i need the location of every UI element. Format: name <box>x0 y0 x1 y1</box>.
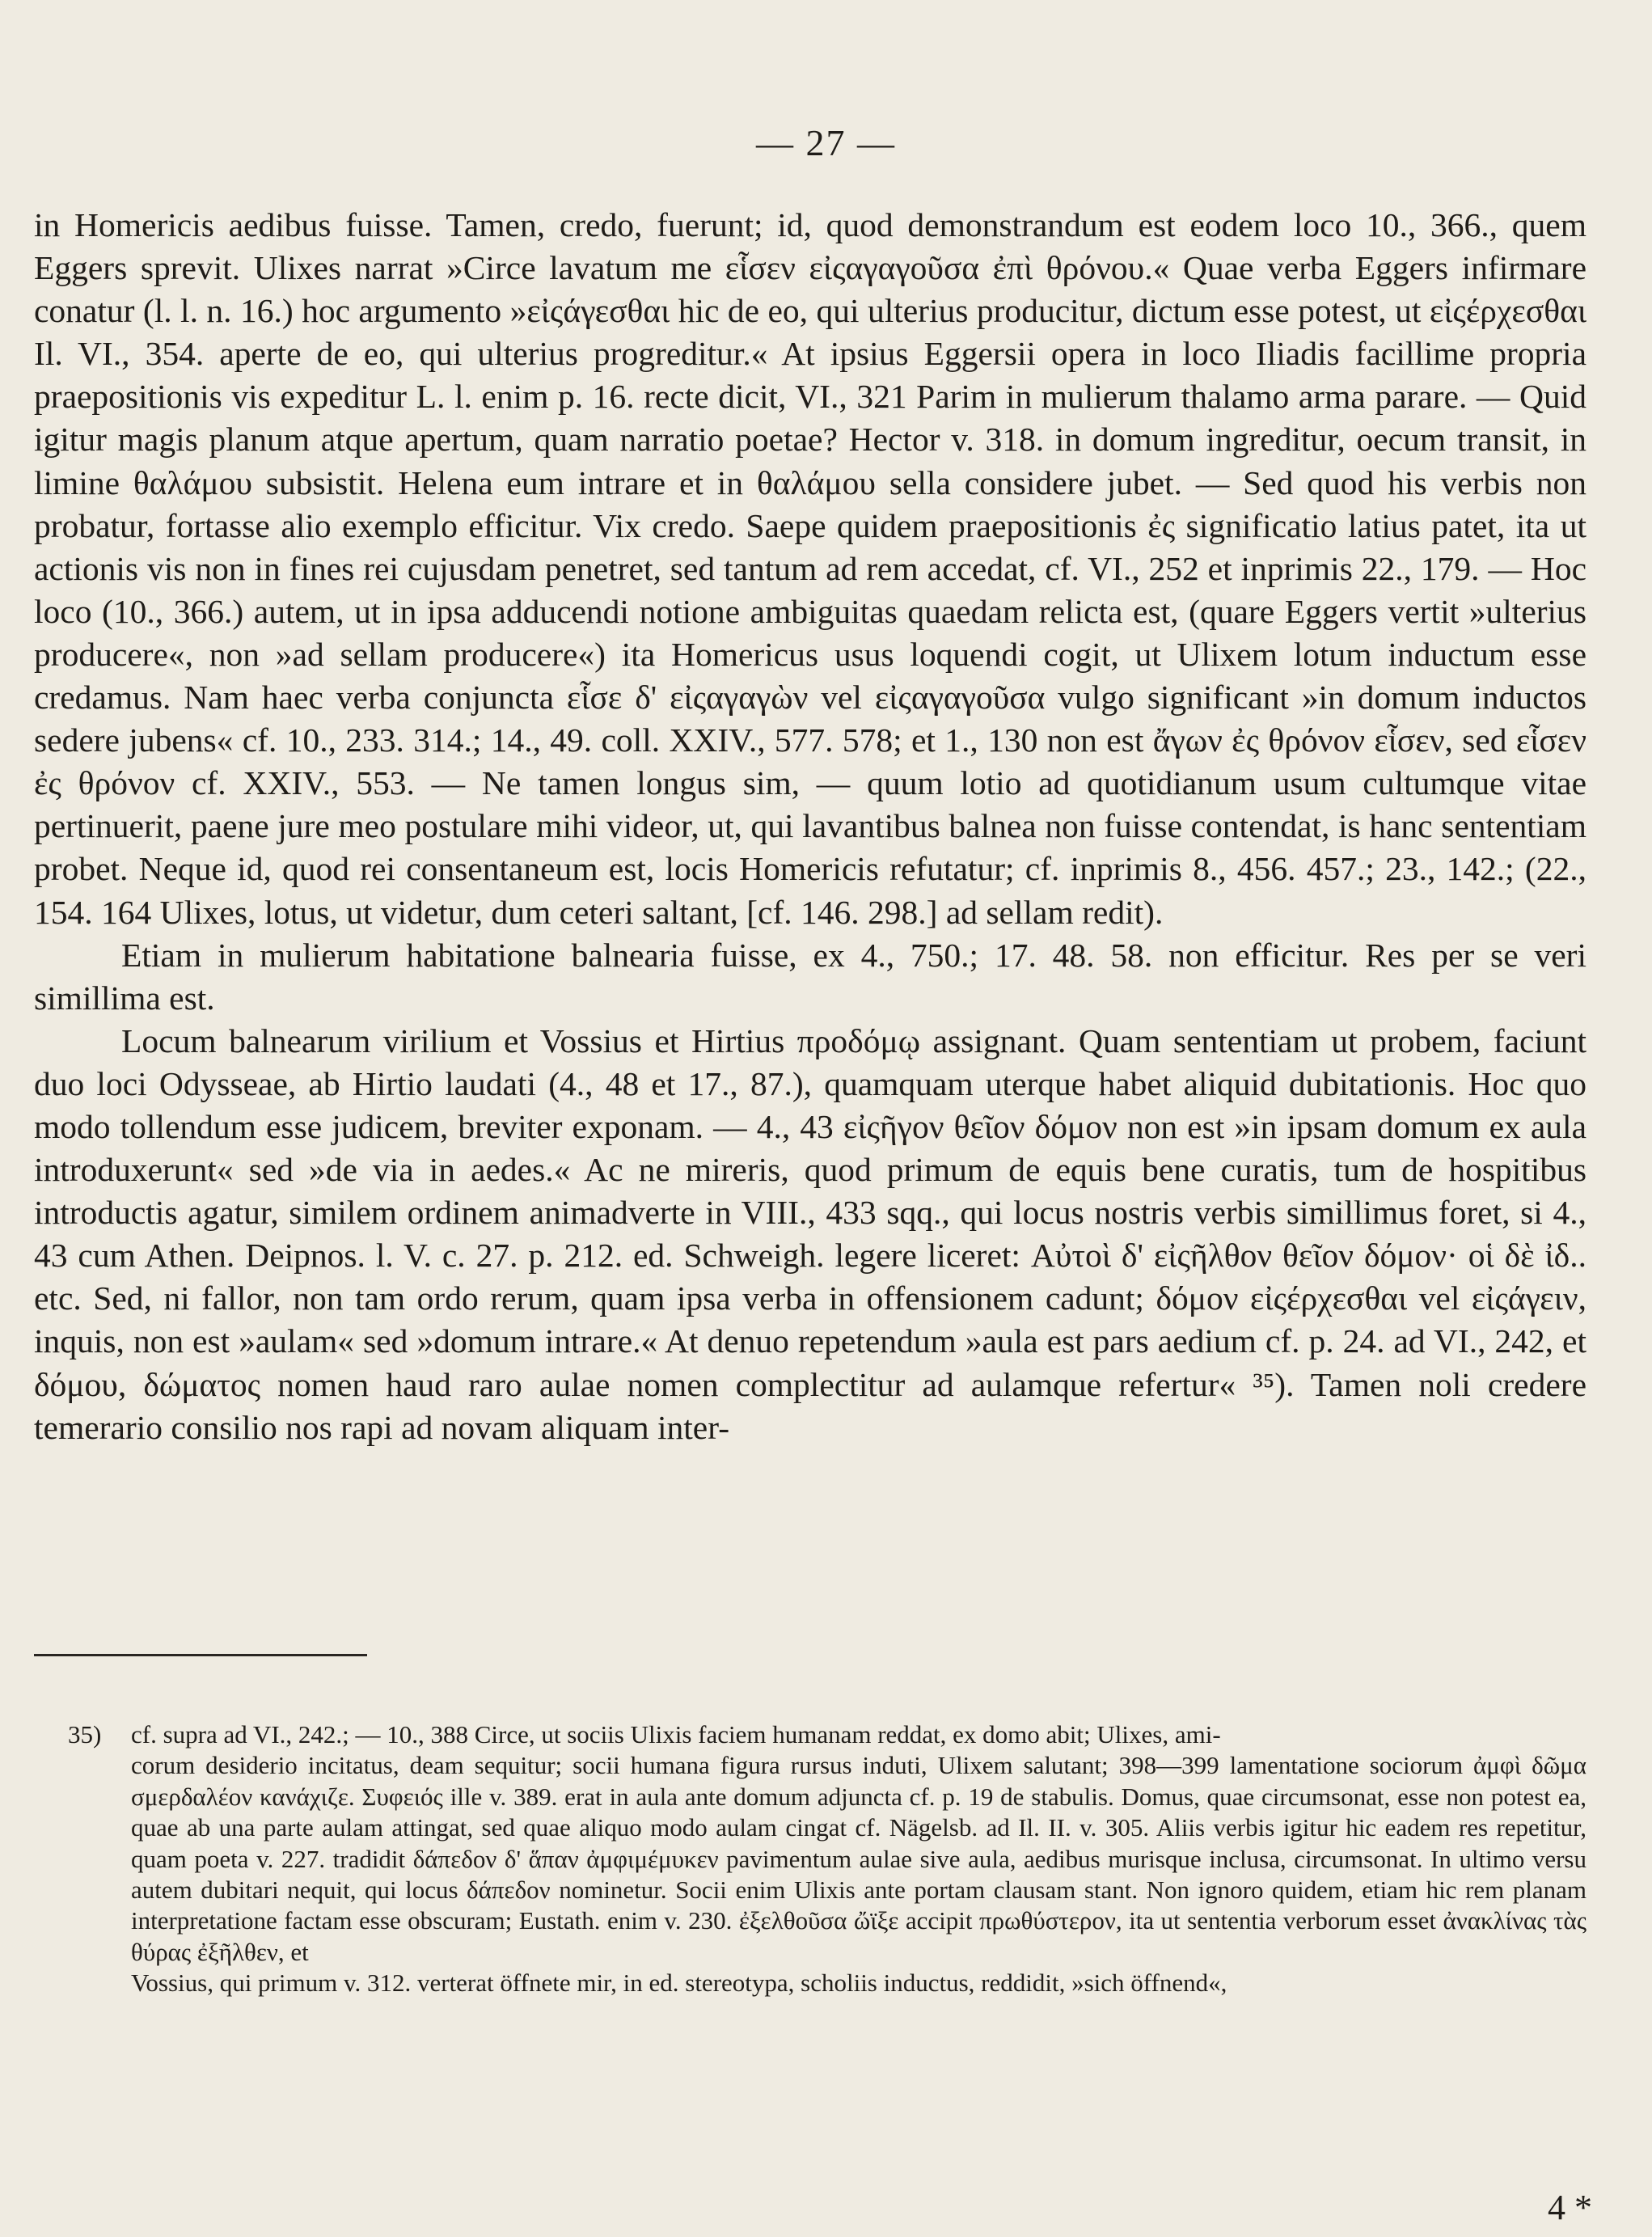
main-text <box>34 204 1587 1449</box>
paragraph-2: Etiam in mulierum habitatione balnearia fuisse, ex 4., 750.; 17. 48. 58. non efficitur. Res per se veri simillima est. <box>34 936 1587 1017</box>
footnote-body: corum desiderio incitatus, deam sequitur; socii humana figura rursus induti, Ulixem salutant; 398—399 lamentatione sociorum ἀμφὶ δῶμα σμερδαλέον κανάχιζε. Συφειός ille v. 389. erat in aula ante domum adjuncta cf. p. 19 de stabulis. Domus, quae circumsonat, esse non potest ea, quae ab una parte aulam attingat, sed quae aliquo modo aulam cingat cf. Nägelsb. ad Il. II. v. 305. Aliis verbis igitur hic eadem res repetitur, quam poeta v. 227. tradidit δάπεδον δ' ἅπαν ἀμφιμέμυκεν pavimentum aulae sive aula, aedibus murisque inclusa, circumsonat. In ultimo versu autem dubitari nequit, qui locus δάπεδον nominetur. Socii enim Ulixis ante portam clausam stant. Non ignoro quidem, etiam hic rem planam interpretatione factam esse obscuram; Eustath. enim v. 230. ἐξελθοῦσα ὤϊξε accipit πρωθύστερον, ita ut sententia verborum esset ἀνακλίνας τὰς θύρας ἐξῆλθεν, et <box>131 1751 1587 1966</box>
footnote-divider <box>34 1654 367 1656</box>
footnote-first-line <box>34 1719 1587 1750</box>
paragraph-3: Locum balnearum virilium et Vossius et Hirtius προδόμῳ assignant. Quam sententiam ut probem, faciunt duo loci Odysseae, ab Hirtio laudati (4., 48 et 17., 87.), quamquam uterque habet aliquid dubitationis. Hoc quo modo tollendum esse judicem, breviter exponam. — 4., 43 εἰςῆγον θεῖον δόμον non est »in ipsam domum ex aula introduxerunt« sed »de via in aedes.« Ac ne mireris, quod primum de equis bene curatis, tum de hospitibus introductis agatur, similem ordinem animadverte in VIII., 433 sqq., qui locus nostris verbis simillimus foret, si 4., 43 cum Athen. Deipnos. l. V. c. 27. p. 212. ed. Schweigh. legere liceret: Αὐτοὶ δ' εἰςῆλθον θεῖον δόμον· οἱ δὲ ἰδ.. etc. Sed, ni fallor, non tam ordo rerum, quam ipsa verba in offensionem cadunt; δόμον εἰςέρχεσθαι vel εἰςάγειν, inquis, non est »aulam« sed »domum intrare.« At denuo repetendum »aula est pars aedium cf. p. 24. ad VI., 242, et δόμου, δώματος nomen haud raro aulae nomen complectitur ad aulamque refertur« ³⁵). Tamen noli credere temerario consilio nos rapi ad novam aliquam inter- <box>34 1021 1587 1446</box>
footnote-last-line <box>34 1968 1587 1998</box>
page-number: — 27 — <box>756 122 896 163</box>
footnote <box>34 1719 1587 1999</box>
footnote-last-text: Vossius, qui primum v. 312. verterat öffnete mir, in ed. stereotypa, scholiis inductus, reddidit, »sich öffnend«, <box>131 1968 1227 1998</box>
footnote-number: 35) <box>68 1720 102 1749</box>
signature-mark: 4 * <box>1548 2188 1592 2227</box>
paragraph-1: in Homericis aedibus fuisse. Tamen, credo, fuerunt; id, quod demonstrandum est eodem loco 10., 366., quem Eggers sprevit. Ulixes narrat »Circe lavatum me εἷσεν εἰςαγαγοῦσα ἐπὶ θρόνου.« Quae verba Eggers infirmare conatur (l. l. n. 16.) hoc argumento »εἰςάγεσθαι hic de eo, qui ulterius producitur, dictum esse potest, ut εἰςέρχεσθαι Il. VI., 354. aperte de eo, qui ulterius progreditur.« At ipsius Eggersii opera in loco Iliadis facillime propria praepositionis vis expeditur L. l. enim p. 16. recte dicit, VI., 321 Parim in mulierum thalamo arma parare. — Quid igitur magis planum atque apertum, quam narratio poetae? Hector v. 318. in domum ingreditur, oecum transit, in limine θαλάμου subsistit. Helena eum intrare et in θαλάμου sella considere jubet. — Sed quod his verbis non probatur, fortasse alio exemplo efficitur. Vix credo. Saepe quidem praepositionis ἐς significatio latius patet, ita ut actionis vis non in fines rei cujusdam penetret, sed tantum ad rem accedat, cf. VI., 252 et inprimis 22., 179. — Hoc loco (10., 366.) autem, ut in ipsa adducendi notione ambiguitas quaedam relicta est, (quare Eggers vertit »ulterius producere«, non »ad sellam producere«) ita Homericus usus loquendi cogit, ut Ulixem lotum inductum esse credamus. Nam haec verba conjuncta εἷσε δ' εἰςαγαγὼν vel εἰςαγαγοῦσα vulgo significant »in domum inductos sedere jubens« cf. 10., 233. 314.; 14., 49. coll. XXIV., 577. 578; et 1., 130 non est ἄγων ἐς θρόνον εἷσεν, sed εἷσεν ἐς θρόνον cf. XXIV., 553. — Ne tamen longus sim, — quum lotio ad quotidianum usum cultumque vitae pertinuerit, paene jure meo postulare mihi videor, ut, qui lavantibus balnea non fuisse contendat, is hanc sententiam probet. Neque id, quod rei consentaneum est, locis Homericis refutatur; cf. inprimis 8., 456. 457.; 23., 142.; (22., 154. 164 Ulixes, lotus, ut videtur, dum ceteri saltant, [cf. 146. 298.] ad sellam redit). <box>34 206 1587 931</box>
footnote-line1: cf. supra ad VI., 242.; — 10., 388 Circe, ut sociis Ulixis faciem humanam reddat, ex domo abit; Ulixes, ami- <box>131 1720 1221 1749</box>
